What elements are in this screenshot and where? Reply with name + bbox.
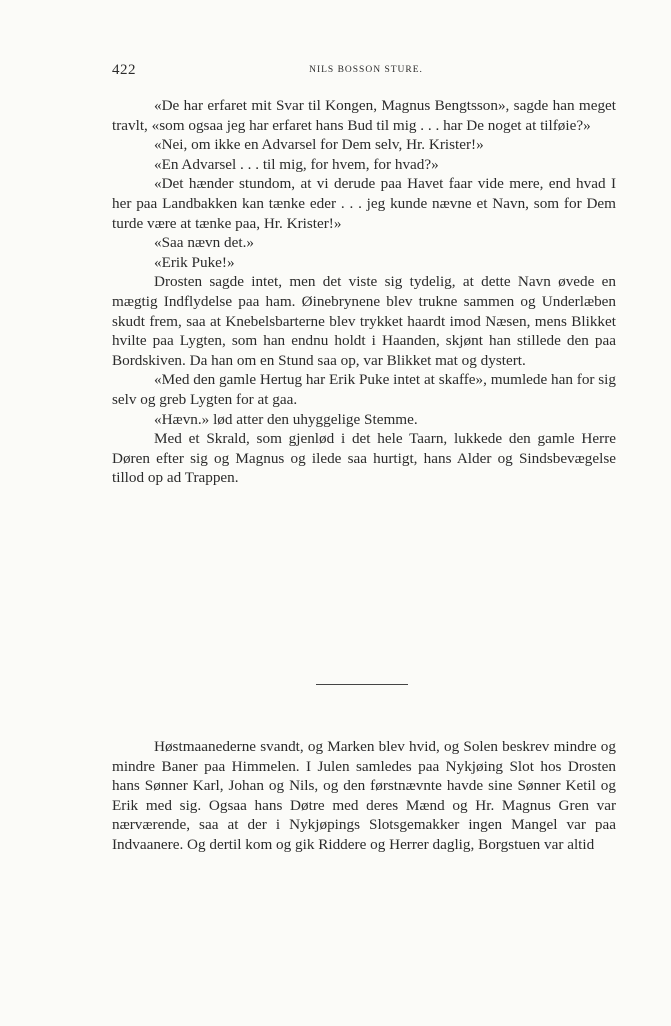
text-section-1 bbox=[112, 96, 616, 488]
section-divider bbox=[316, 684, 408, 685]
running-title: NILS BOSSON STURE. bbox=[309, 65, 423, 75]
paragraph: «Det hænder stundom, at vi derude paa Havet faar vide mere, end hvad I her paa Landbakken kan tænke eder . . . jeg kunde nævne et Navn, som for Dem turde være at tænke paa, Hr. Krister!» bbox=[112, 175, 616, 232]
page-number: 422 bbox=[112, 62, 136, 78]
paragraph: Drosten sagde intet, men det viste sig tydelig, at dette Navn øvede en mægtig Indflydelse paa ham. Øinebrynene blev trukne sammen og Underlæben skudt frem, saa at Knebelsbarterne blev trykket haardt imod Næsen, mens Blikket hvilte paa Lygten, som han endnu holdt i Haanden, skjønt han stillede den paa Bordskiven. Da han om en Stund saa op, var Blikket mat og dystert. bbox=[112, 273, 616, 369]
page-header bbox=[112, 62, 620, 84]
paragraph: Høstmaanederne svandt, og Marken blev hvid, og Solen beskrev mindre og mindre Baner paa Himmelen. I Julen samledes paa Nykjøing Slot hos Drosten hans Sønner Karl, Johan og Nils, og den førstnævnte havde sine Sønner Ketil og Erik med sig. Ogsaa hans Døtre med deres Mænd og Hr. Magnus Gren var nærværende, saa at der i Nykjøpings Slotsgemakker ingen Mangel var paa Indvaanere. Og dertil kom og gik Riddere og Herrer daglig, Borgstuen var altid bbox=[112, 738, 616, 853]
paragraph: «De har erfaret mit Svar til Kongen, Magnus Bengtsson», sagde han meget travlt, «som ogsaa jeg har erfaret hans Bud til mig . . . har De noget at tilføie?» bbox=[112, 97, 616, 134]
paragraph: Med et Skrald, som gjenlød i det hele Taarn, lukkede den gamle Herre Døren efter sig og Magnus og ilede saa hurtigt, hans Alder og Sindsbevægelse tillod op ad Trappen. bbox=[112, 430, 616, 487]
paragraph: «Hævn.» lød atter den uhyggelige Stemme. bbox=[154, 410, 418, 428]
text-section-2 bbox=[112, 737, 616, 855]
paragraph: «Med den gamle Hertug har Erik Puke intet at skaffe», mumlede han for sig selv og greb Lygten for at gaa. bbox=[112, 371, 616, 408]
paragraph: «Nei, om ikke en Advarsel for Dem selv, Hr. Krister!» bbox=[154, 136, 484, 154]
paragraph: «Saa nævn det.» bbox=[154, 234, 254, 252]
paragraph: «En Advarsel . . . til mig, for hvem, for hvad?» bbox=[154, 155, 439, 173]
paragraph: «Erik Puke!» bbox=[154, 253, 235, 271]
